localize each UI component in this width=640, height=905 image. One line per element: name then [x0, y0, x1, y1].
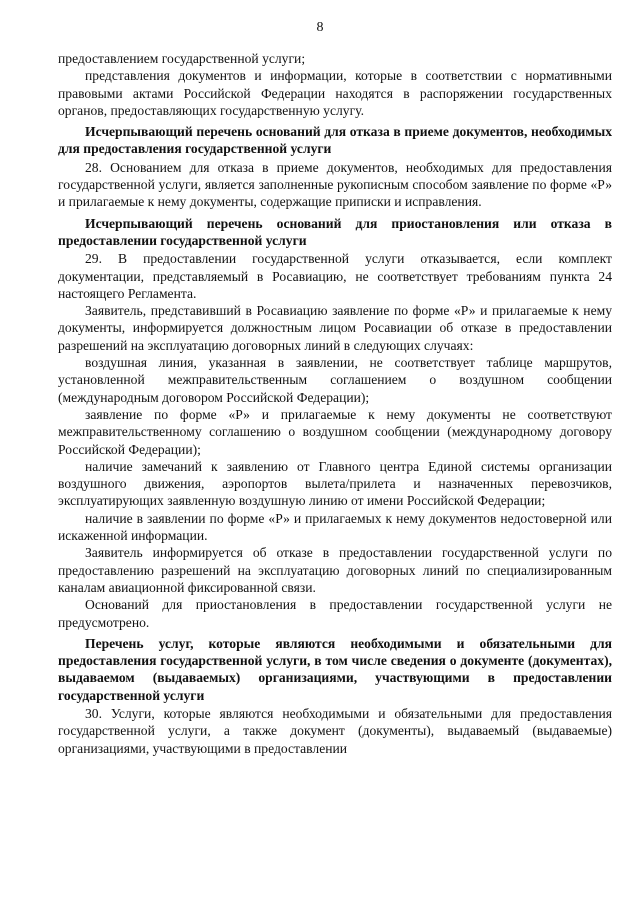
section-heading: Исчерпывающий перечень оснований для приостановления или отказа в предоставлении государственной услуги — [58, 215, 612, 248]
paragraph: предоставлением государственной услуги; — [58, 51, 306, 66]
list-item: наличие замечаний к заявлению от Главного центра Единой системы организации воздушного движения, аэропортов вылета/прилета и назначенных перевозчиков, эксплуатирующих заявленную воздушную линию от имени Российской Федерации; — [58, 458, 612, 509]
paragraph: Заявитель информируется об отказе в предоставлении государственной услуги по предоставлению разрешений на эксплуатацию договорных линий по специализированным каналам авиационной фиксированной связи. — [58, 545, 612, 595]
list-item: заявление по форме «Р» и прилагаемые к нему документы не соответствуют межправительственному соглашению о воздушном сообщении (международному договору Российской Федерации); — [58, 406, 612, 457]
paragraph: Заявитель, представивший в Росавиацию заявление по форме «Р» и прилагаемые к нему документы, информируется должностным лицом Росавиации об отказе в предоставлении разрешений на эксплуатацию договорных линий в следующих случаях: — [58, 303, 612, 353]
section-heading: Перечень услуг, которые являются необходимыми и обязательными для предоставления государственной услуги, в том числе сведения о документе (документах), выдаваемом (выдаваемых) организациями, участвующими в предоставлении государственной услуги — [58, 635, 612, 703]
list-item: воздушная линия, указанная в заявлении, не соответствует таблице маршрутов, установленной межправительственным соглашением о воздушном сообщении (международным договором Российской Федерации); — [58, 355, 612, 405]
paragraph: представления документов и информации, которые в соответствии с нормативными правовыми актами Российской Федерации находятся в распоряжении государственных органов, предоставляющих государственную услугу. — [58, 68, 612, 118]
paragraph: 28. Основанием для отказа в приеме документов, необходимых для предоставления государственной услуги, является заполненные рукописным способом заявление по форме «Р» и прилагаемые к нему документы, содержащие приписки и исправления. — [58, 159, 612, 210]
document-body — [58, 50, 612, 757]
paragraph: 29. В предоставлении государственной услуги отказывается, если комплект документации, представляемый в Росавиацию, не соответствует требованиям пункта 24 настоящего Регламента. — [58, 251, 612, 301]
section-heading: Исчерпывающий перечень оснований для отказа в приеме документов, необходимых для предоставления государственной услуги — [58, 124, 612, 157]
list-item: наличие в заявлении по форме «Р» и прилагаемых к нему документов недостоверной или искаженной информации. — [58, 510, 612, 544]
paragraph: Оснований для приостановления в предоставлении государственной услуги не предусмотрено. — [58, 597, 612, 630]
page-number: 8 — [316, 20, 324, 35]
paragraph: 30. Услуги, которые являются необходимыми и обязательными для предоставления государственной услуги, а также документ (документы), выдаваемый (выдаваемые) организациями, участвующими в предоставлении — [58, 705, 612, 756]
